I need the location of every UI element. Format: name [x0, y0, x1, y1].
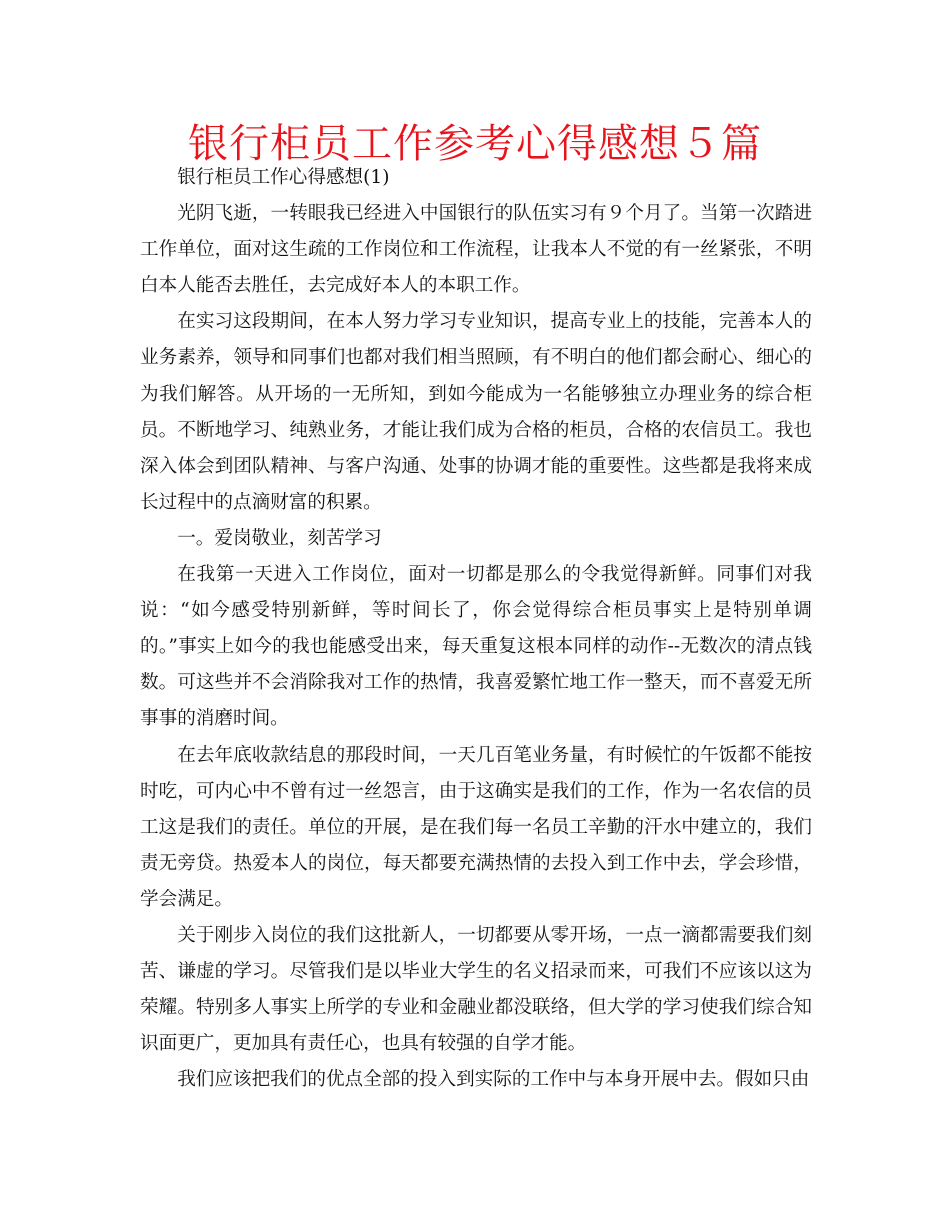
paragraph: 光阴飞逝，一转眼我已经进入中国银行的队伍实习有９个月了。当第一次踏进工作单位，面对这生疏的工作岗位和工作流程，让我本人不觉的有一丝紧张，不明白本人能否去胜任，去完成好本人的本职工作。 — [140, 203, 812, 297]
paragraph: 在我第一天进入工作岗位，面对一切都是那么的令我觉得新鲜。同事们对我说：“如今感受特别新鲜，等时间长了，你会觉得综合柜员事实上是特别单调的。”事实上如今的我也能感受出来，每天重复这根本同样的动作--无数次的清点钱数。可这些并不会消除我对工作的热情，我喜爱繁忙地工作一整天，而不喜爱无所事事的消磨时间。 — [140, 564, 812, 730]
paragraph: 在去年底收款结息的那段时间，一天几百笔业务量，有时候忙的午饭都不能按时吃，可内心中不曾有过一丝怨言，由于这确实是我们的工作，作为一名农信的员工这是我们的责任。单位的开展，是在我们每一名员工辛勤的汗水中建立的，我们责无旁贷。热爱本人的岗位，每天都要充满热情的去投入到工作中去，学会珍惜，学会满足。 — [140, 744, 812, 910]
subtitle: 银行柜员工作心得感想(1) — [177, 167, 390, 188]
section-heading: 一。爱岗敬业，刻苦学习 — [177, 527, 382, 549]
document-title: 银行柜员工作参考心得感想５篇 — [188, 121, 762, 167]
paragraph: 我们应该把我们的优点全部的投入到实际的工作中与本身开展中去。假如只由 — [177, 1069, 810, 1091]
paragraph: 关于刚步入岗位的我们这批新人，一切都要从零开场，一点一滴都需要我们刻苦、谦虚的学习。尽管我们是以毕业大学生的名义招录而来，可我们不应该以这为荣耀。特别多人事实上所学的专业和金融业都没联络，但大学的学习使我们综合知识面更广，更加具有责任心，也具有较强的自学才能。 — [140, 924, 812, 1055]
paragraph: 在实习这段期间，在本人努力学习专业知识，提高专业上的技能，完善本人的业务素养，领导和同事们也都对我们相当照顾，有不明白的他们都会耐心、细心的为我们解答。从开场的一无所知，到如今能成为一名能够独立办理业务的综合柜员。不断地学习、纯熟业务，才能让我们成为合格的柜员，合格的农信员工。我也深入体会到团队精神、与客户沟通、处事的协调才能的重要性。这些都是我将来成长过程中的点滴财富的积累。 — [140, 311, 812, 513]
document-body — [140, 160, 812, 1098]
